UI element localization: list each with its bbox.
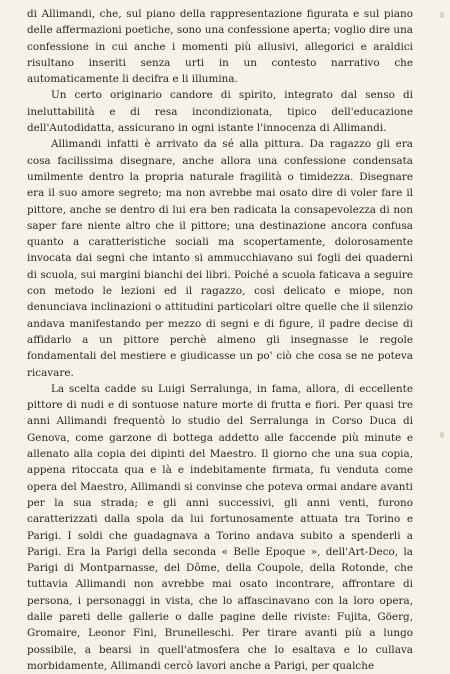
paragraph-4: La scelta cadde su Luigi Serralunga, in fama, allora, di eccellente pittore di nudi e di sontuose nature morte di frutta e fiori. Per quasi tre anni Allimandi frequentò lo studio del Serralunga in Corso Duca di Genova, come garzone di bottega addetto alle faccende più minute e allenato alla copia dei dipinti del Maestro. Il giorno che una sua copia, appena ritoccata qua e là e indebitamente firmata, fu venduta come opera del Maestro, Allimandi si convinse che poteva ormai andare avanti per la sua strada; e gli anni successivi, gli anni venti, furono caratterizzati dalla spola da lui fortunosamente attuata tra Torino e Parigi. I soldi che guadagnava a Torino andava subito a spenderli a Parigi. Era la Parigi della seconda « Belle Epoque », dell'Art-Deco, la Parigi di Montparnasse, del Dôme, della Coupole, della Rotonde, che tuttavia Allimandi non avrebbe mai osato incontrare, affrontare di persona, i personaggi in vista, che lo affascinavano con la loro opera, dalle pareti delle gallerie o dalle pagine delle riviste: Fujita, Göerg, Gromaire, Leonor Fini, Brunelleschi. Per tirare avanti più a lungo possibile, a bearsi in quell'atmosfera che lo esaltava e lo cullava morbidamente, Allimandi cercò lavori anche a Parigi, per qualche: [27, 382, 413, 672]
paper-speck: [440, 432, 444, 438]
paragraph-2: Un certo originario candore di spirito, integrato dal senso di ineluttabilità e di resa incondizionata, tipico dell'educazione dell'Autodidatta, assicurano in ogni istante l'innocenza di Allimandi.: [27, 89, 413, 135]
paragraph-3: Allimandi infatti è arrivato da sé alla pittura. Da ragazzo gli era cosa facilissima disegnare, anche allora una confessione condensata umilmente dentro la propria naturale fragilità o timidezza. Disegnare era il suo amore segreto; ma non avrebbe mai osato dire di voler fare il pittore, anche se dentro di lui era ben radicata la consapevolezza di non saper fare niente altro che il pittore; una destinazione ancora confusa quanto a caratteristiche sociali ma scopertamente, dolorosamente invocata dai segni che intanto si ammucchiavano sui fogli dei quaderni di scuola, sui margini bianchi dei libri. Poiché a scuola faticava a seguire con metodo le lezioni ed il ragazzo, così delicato e miope, non denunciava inclinazioni o attitudini particolari oltre quelle che il silenzio andava manifestando per mezzo di segni e di figure, il padre decise di affidarlo a un pittore perchè almeno gli insegnasse le regole fondamentali del mestiere e giudicasse un po' ciò che cosa se ne poteva ricavare.: [27, 138, 413, 379]
paragraph-1: di Allimandi, che, sul piano della rappresentazione figurata e sul piano delle affermazioni poetiche, sono una confessione aperta; voglio dire una confessione in cui anche i momenti più allusivi, allegorici e araldici risultano inseriti senza urti in un contesto narrativo che automaticamente li decifra e li illumina.: [27, 8, 413, 86]
body-text: [27, 6, 413, 674]
paper-speck: [440, 12, 444, 18]
